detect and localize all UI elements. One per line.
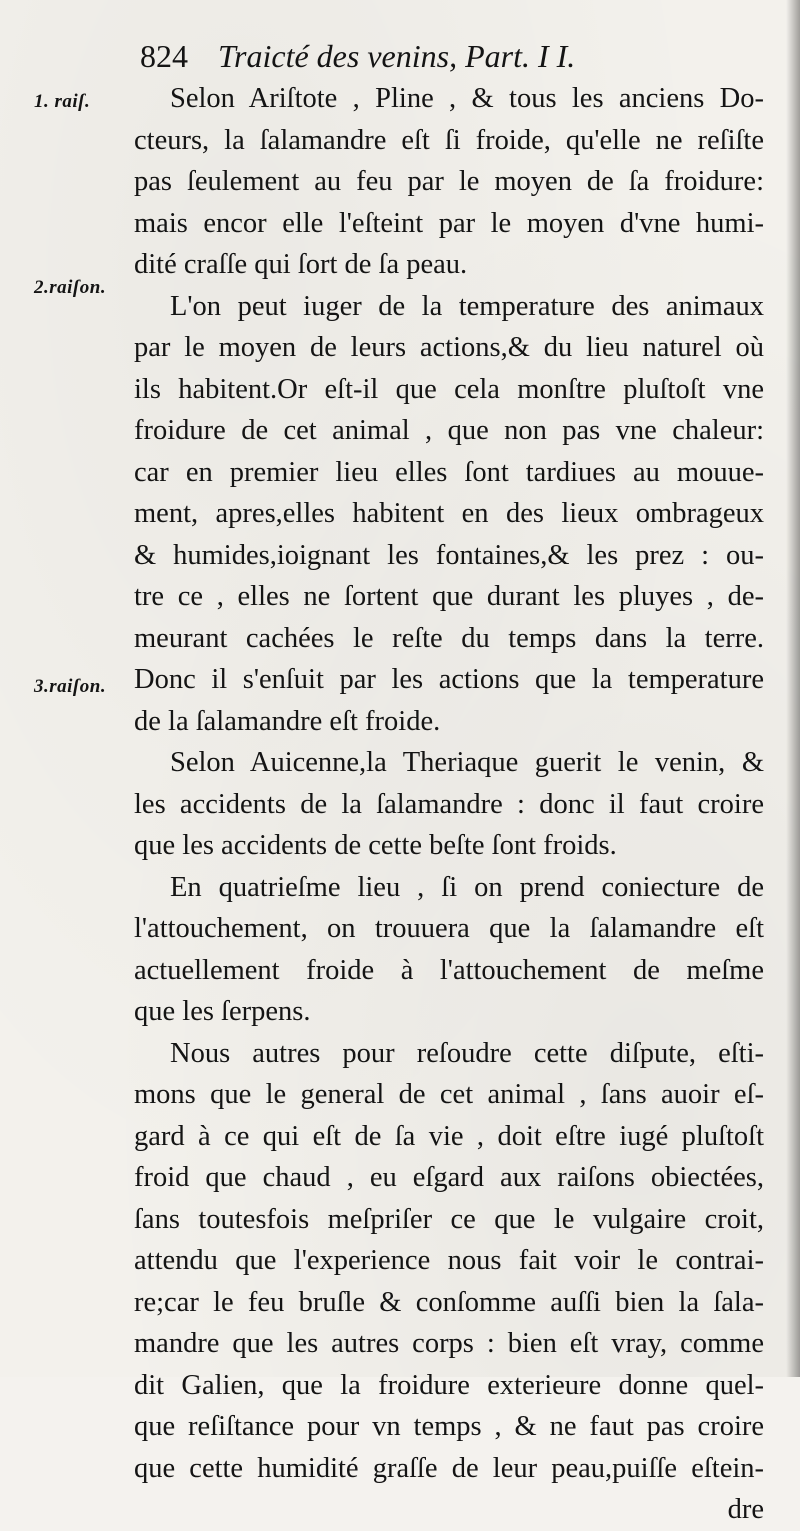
text-line: car en premier lieu elles ſont tardiues au mouue- <box>134 456 764 488</box>
text-line: Donc il s'enſuit par les actions que la temperature <box>134 664 764 695</box>
text-line: re;car le feu bruſle & conſomme auſſi bien la ſala- <box>134 1286 764 1318</box>
text-line: tre ce , elles ne ſortent que durant les pluyes , de- <box>134 581 764 612</box>
text-line: meurant cachées le reſte du temps dans la terre. <box>134 622 764 654</box>
text-line: de la ſalamandre eſt froide. <box>134 705 441 737</box>
margin-note-second-reason: 2.raiſon. <box>34 277 107 298</box>
text-line: mandre que les autres corps : bien eſt vray, comme <box>134 1328 764 1359</box>
text-line: Selon Auicenne,la Theriaque guerit le venin, & <box>170 747 764 778</box>
text-line: par le moyen de leurs actions,& du lieu naturel où <box>134 332 764 363</box>
text-line: froid que chaud , eu eſgard aux raiſons obiectées, <box>134 1162 764 1193</box>
text-line: attendu que l'experience nous fait voir le contrai- <box>134 1245 764 1276</box>
text-line: pas ſeulement au feu par le moyen de ſa froidure: <box>134 166 764 197</box>
text-line: ils habitent.Or eſt-il que cela monſtre pluſtoſt vne <box>134 373 764 405</box>
text-line: que les accidents de cette beſte ſont froids. <box>134 830 617 861</box>
text-line: actuellement froide à l'attouchement de meſme <box>134 954 764 986</box>
text-line: que reſiſtance pour vn temps , & ne faut pas croire <box>134 1411 764 1442</box>
text-line: mons que le general de cet animal , ſans auoir eſ- <box>134 1079 764 1110</box>
text-line: En quatrieſme lieu , ſi on prend coniecture de <box>170 871 764 903</box>
text-line: Nous autres pour reſoudre cette diſpute, eſti- <box>170 1037 764 1069</box>
page-number: 824 <box>140 38 188 74</box>
text-line: gard à ce qui eſt de ſa vie , doit eſtre iugé pluſtoſt <box>134 1120 764 1152</box>
text-line: les accidents de la ſalamandre : donc il faut croire <box>134 788 764 820</box>
running-title: Traicté des venins, Part. I I. <box>218 38 576 74</box>
text-line: dité craſſe qui ſort de ſa peau. <box>134 249 468 280</box>
catchword: dre <box>727 1494 764 1525</box>
text-line: dit Galien, que la froidure exterieure donne quel- <box>134 1369 764 1401</box>
text-line: Selon Ariſtote , Pline , & tous les anciens Do- <box>170 83 764 114</box>
text-line: L'on peut iuger de la temperature des animaux <box>170 290 764 322</box>
text-line: ſans toutesfois meſpriſer ce que le vulgaire croit, <box>134 1203 764 1235</box>
text-line: l'attouchement, on trouuera que la ſalamandre eſt <box>134 913 764 944</box>
text-line: que cette humidité graſſe de leur peau,puiſſe eſtein- <box>134 1452 764 1484</box>
running-header <box>140 36 575 76</box>
text-line: que les ſerpens. <box>134 996 311 1027</box>
margin-note-third-reason: 3.raiſon. <box>34 676 107 697</box>
page-edge-shadow <box>786 0 800 1377</box>
body-text <box>134 78 764 1531</box>
text-line: ment, apres,elles habitent en des lieux ombrageux <box>134 498 764 529</box>
text-line: mais encor elle l'eſteint par le moyen d'vne humi- <box>134 207 764 239</box>
text-line: & humides,ioignant les fontaines,& les prez : ou- <box>134 539 764 571</box>
margin-note-first-reason: 1. raiſ. <box>34 91 91 112</box>
text-line: froidure de cet animal , que non pas vne chaleur: <box>134 415 764 446</box>
text-line: cteurs, la ſalamandre eſt ſi froide, qu'elle ne reſiſte <box>134 124 764 156</box>
